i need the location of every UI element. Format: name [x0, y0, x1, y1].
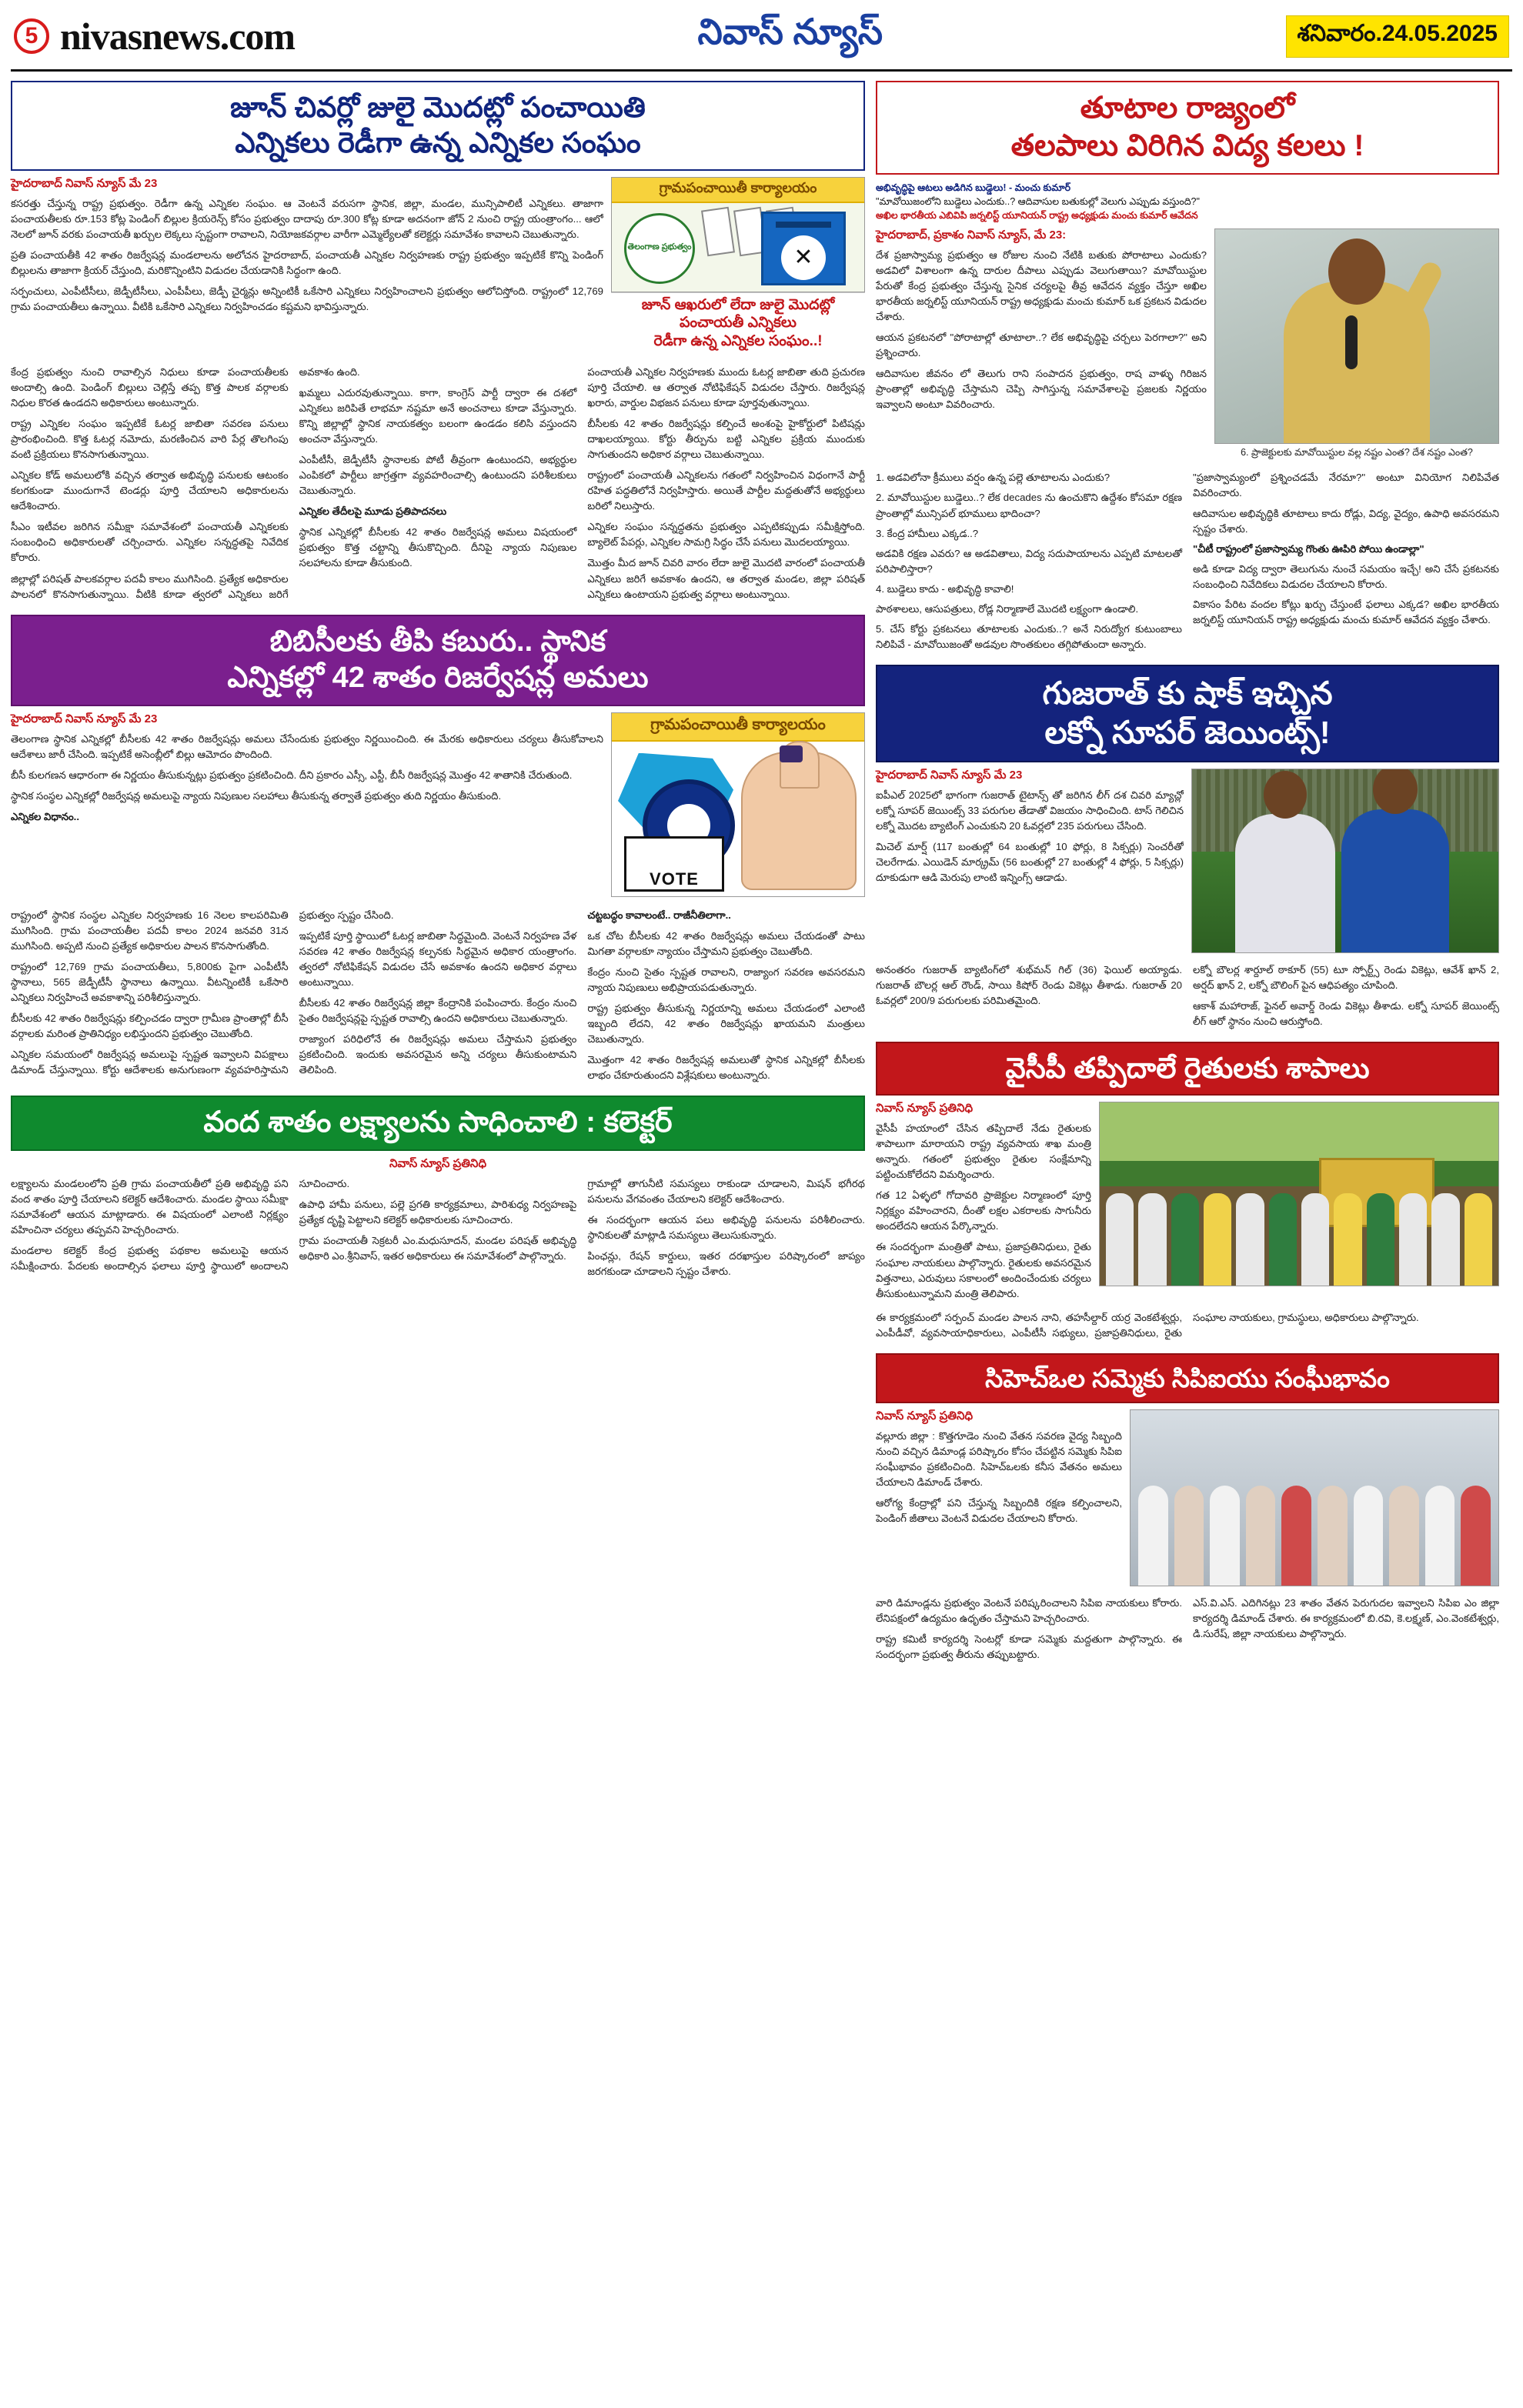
paragraph: జిల్లాల్లో పరిషత్ పాలకవర్గాల పదవీ కాలం ముగిసింది. ప్రత్యేక అధికారుల పాలనలో కొనసాగుతున్నాయి. వీటికి కూడా త్వరలో ఎన్నికలు జరిగే అవకాశం ఉంది.	[11, 365, 360, 600]
page-number-badge: 5	[14, 18, 49, 54]
paper-title: నివాస్ న్యూస్	[697, 12, 883, 52]
paragraph: రాష్ట్రంలో 12,769 గ్రామ పంచాయతీలు, 5,800కు పైగా ఎంపీటీసీ స్థానాలు, 565 జెడ్పీటీసీ స్థానాలు ఉన్నాయి. వీటన్నింటికీ ఒకేసారి ఎన్నికలు నిర్వహించే అవకాశాన్ని పరిశీలిస్తున్నారు.	[11, 960, 289, 1003]
paragraph: ఎస్.వి.ఎస్. ఎదిగినట్లు 23 శాతం వేతన పెరుగుదల ఇవ్వాలని సిపిఐ ఎం జిల్లా కార్యదర్శి డిమాండ్ చేశారు. ఈ కార్యక్రమంలో బి.రవి, కె.లక్ష్మణ్, ఎం.వెంకటేశ్వర్లు, డి.సురేష్, జిల్లా నాయకులు పాల్గొన్నారు.	[1193, 1597, 1499, 1640]
paragraph: రాష్ట్ర కమిటీ కార్యదర్శి సెంటర్లో కూడా సమ్మెకు మద్దతుగా పాల్గొన్నారు. ఈ సందర్భంగా ప్రభుత్వ తీరును తప్పుబట్టారు.	[876, 1633, 1182, 1661]
ink-mark-icon	[780, 745, 803, 762]
paragraph: ఆదివాసుల జీవనం లో తెలుగు రాని సంపాదన ప్రభుత్వం, రాష వాళ్ళు గిరిజన ప్రాంతాల్లో అభివృద్ధి చేస్తామని చెప్పి సాగిస్తున్న సమావేశాలపై ప్రజలకు నిర్ణయం ఇవ్వాలని అంటూ వివరించారు.	[876, 368, 1207, 411]
ballot-box-vote-label: VOTE	[624, 836, 724, 892]
story-ipl-body-left	[876, 788, 1184, 891]
paragraph: బీసీలకు 42 శాతం రిజర్వేషన్లు కల్పించడం ద్వారా గ్రామీణ ప్రాంతాల్లో బీసీ వర్గాలకు మరింత ప్రాతినిధ్యం లభిస్తుందని ప్రభుత్వం చెబుతోంది.	[11, 1012, 289, 1040]
paragraph: లక్నో బౌలర్ల శార్దూల్ ఠాకూర్ (55) టూ స్పోర్ట్స్ రెండు వికెట్లు, ఆవేశ్ ఖాన్ 2, అర్షద్ ఖాన్ 2, లక్నో బౌలింగ్ పైన ఆధిపత్యం చూపింది.	[1193, 963, 1499, 991]
paragraph: స్థానిక సంస్థల ఎన్నికల్లో రిజర్వేషన్ల అమలుపై న్యాయ నిపుణుల సలహాలు తీసుకున్న తర్వాతే ప్రభుత్వం తుది నిర్ణయం తీసుకుంది.	[11, 789, 502, 802]
masthead-left	[14, 14, 295, 58]
photo-farmers-field	[1099, 1102, 1499, 1286]
headline-line-1: తూటాల రాజ్యంలో	[1080, 92, 1295, 125]
headline-line-2: లక్నో సూపర్ జెయింట్స్!	[1044, 715, 1331, 751]
subheading: "చీటీ రాష్ట్రంలో ప్రజాస్వామ్య గొంతు ఊపిరి పోయి ఉండాల్లా"	[1193, 542, 1424, 555]
paragraph: ఒక చోట బీసీలకు 42 శాతం రిజర్వేషన్లు అమలు చేయడంతో పాటు మిగతా వర్గాలకూ న్యాయం చేస్తామని ప్రభుత్వం చెబుతోంది.	[587, 929, 865, 957]
state-emblem-icon: తెలంగాణ ప్రభుత్వం	[624, 213, 695, 284]
paragraph: ఇప్పటికే పూర్తి స్థాయిలో ఓటర్ల జాబితా సిద్ధమైంది. వెంటనే నిర్వహణ వేళ సవరణ 42 శాతం రిజర్వేషన్ల కల్పనకు సిద్ధమైన అధికార యంత్రాంగం. త్వరలో నోటిఫికేషన్ విడుదల చేసే అవకాశం ఉందని అధికార వర్గాలు అంటున్నాయి.	[299, 929, 577, 988]
illustration-vote	[611, 712, 865, 897]
subheading: ఎన్నికల విధానం..	[11, 810, 79, 822]
photo-caption: 6. ప్రాజెక్టులకు మావోయిస్టుల వల్ల నష్టం ఎంత? దేశ నష్టం ఎంత?	[1241, 446, 1473, 458]
figure-cricketers	[1191, 769, 1499, 953]
paragraph: ఈ కార్యక్రమంలో సర్పంచ్ మండల పాలన నాని, తహసీల్దార్ యర్ర వెంకటేశ్వర్లు, ఎంపీడీవో, వ్యవసాయాధికారులు, ఎంపీటీసీ సభ్యులు, ప్రజాప్రతినిధులు, రైతు సంఘాల నాయకులు, గ్రామస్థులు, అధికారులు పాల్గొన్నారు.	[876, 1311, 1419, 1339]
list-item: అడవికి రక్షణ ఎవరు? ఆ అడవితాలు, విద్య సదుపాయాలను ఎప్పటి మాటలతో పరిపాలిస్తారా?	[876, 547, 1182, 575]
paragraph: ఎన్నికల సంఘం సన్నద్ధతను ప్రభుత్వం ఎప్పటికప్పుడు సమీక్షిస్తోంది. బ్యాలెట్ పేపర్లు, ఎన్నికల సామగ్రి సిద్ధం చేసే పనులు మొదలయ్యాయి.	[587, 521, 865, 549]
ballot-box-icon	[761, 212, 846, 285]
story-ysrcp-body-main	[876, 1310, 1499, 1341]
crowd-of-people	[1100, 1193, 1498, 1286]
site-name: nivasnews.com	[60, 15, 296, 58]
story-tribal-body-main	[876, 470, 1499, 652]
paragraph: ఉపాధి హామీ పనులు, పల్లె ప్రగతి కార్యక్రమాలు, పారిశుధ్య నిర్వహణపై ప్రత్యేక దృష్టి పెట్టాలని కలెక్టర్ అధికారులకు సూచించారు.	[299, 1198, 577, 1226]
subheading: చట్టబద్ధం కావాలంటే.. రాజీనీతిలాగా..	[587, 909, 731, 921]
figure-farmers-meeting	[1099, 1102, 1499, 1286]
figure-caption-red	[611, 292, 865, 354]
paragraph: రాష్ట్రంలో స్థానిక సంస్థల ఎన్నికల నిర్వహణకు 16 నెలల కాలపరిమితి ముగిసింది. గ్రామ పంచాయతీల పదవీ కాలం 2024 జనవరి 31న ముగిసింది. అప్పటి నుంచి ప్రత్యేక అధికారుల పాలన కొనసాగుతోంది.	[11, 909, 289, 952]
figure-caption-line-2: రెడీగా ఉన్న ఎన్నికల సంఘం..!	[653, 333, 823, 349]
paragraph: ఆకాశ్ మహారాజ్, ఫైనల్ అవార్డ్ రెండు వికెట్లు తీశాడు. లక్నో సూపర్ జెయింట్స్ లీగ్ ఆరో స్థానం నుంచి ఆరుస్తోంది.	[1193, 999, 1499, 1027]
dateline-tribal: హైదరాబాద్, ప్రకాశం నివాస్ న్యూస్, మే 23:	[876, 228, 1067, 242]
paragraph: అనంతరం గుజరాత్ బ్యాటింగ్‌లో శుభ్‌మన్ గిల్ (36) ఫెయిల్ అయ్యాడు. గుజరాత్ బౌలర్ల ఆల్ రౌండ్, సాయి కిషోర్ రెండు వికెట్లు తీశాడు. గుజరాత్ 20 ఓవర్లలో 200/9 పరుగులకు పరిమితమైంది.	[876, 963, 1182, 1006]
paragraph: కేంద్ర ప్రభుత్వం నుంచి రావాల్సిన నిధులు కూడా పంచాయతీలకు అందాల్సి ఉంది. పెండింగ్ బిల్లులు చెల్లిస్తే తప్ప కొత్త పాలక వర్గాలకు నిధుల కొరత ఉండదని అధికారులు అంటున్నారు.	[11, 365, 289, 409]
ballot-mark-icon: ✕	[781, 235, 826, 280]
story-bc-body-top	[11, 732, 603, 830]
photo-speaker-with-mic	[1214, 228, 1499, 444]
story-bc-reservation	[11, 615, 865, 1084]
story-ysrcp-body-left	[876, 1121, 1091, 1307]
story-cpi-body-main	[876, 1596, 1499, 1663]
right-column	[876, 81, 1499, 1675]
paragraph: బీసీలకు 42 శాతం రిజర్వేషన్లు కల్పించే అంశంపై హైకోర్టులో పిటిషన్లు దాఖలయ్యాయి. కోర్టు తీర్పును బట్టి ఎన్నికల ప్రక్రియ ముందుకు సాగుతుందని అధికార వర్గాలు చెబుతున్నాయి.	[587, 417, 865, 461]
paragraph: బీసీలకు 42 శాతం రిజర్వేషన్ల జిల్లా కేంద్రానికి పంపించారు. కేంద్రం నుంచి సైతం రిజర్వేషన్లపై స్పష్టత రావాల్సి ఉందని అధికారులు చెబుతున్నారు.	[299, 996, 577, 1024]
headline-line-2: ఎన్నికలు రెడీగా ఉన్న ఎన్నికల సంఘం	[235, 127, 641, 159]
paragraph: ఎంపీటీసీ, జెడ్పీటీసీ స్థానాలకు పోటీ తీవ్రంగా ఉంటుందని, అభ్యర్థుల ఎంపికలో పార్టీలు జాగ్రత్తగా వ్యవహరించాల్సి ఉంటుందని పరిశీలకులు చెబుతున్నారు.	[299, 454, 577, 497]
publication-date: శనివారం.24.05.2025	[1286, 15, 1509, 58]
paragraph: ఈ సందర్భంగా ఆయన పలు అభివృద్ధి పనులను పరిశీలించారు. స్థానికులతో మాట్లాడి సమస్యలు తెలుసుకున్నారు.	[587, 1213, 865, 1241]
headline-tribal-education	[876, 81, 1499, 175]
paragraph: గత 12 ఏళ్ళలో గోదావరి ప్రాజెక్టుల నిర్మాణంలో పూర్తి నిర్లక్ష్యం వహించారని, దీంతో లక్షల ఎకరాలకు సాగునీరు అందలేదని ఆయన పేర్కొన్నారు.	[876, 1189, 1091, 1232]
paragraph: ఆరోగ్య కేంద్రాల్లో పని చేస్తున్న సిబ్బందికి రక్షణ కల్పించాలని, పెండింగ్ జీతాలు వెంటనే విడుదల చేయాలని కోరారు.	[876, 1497, 1122, 1525]
paragraph: మండలాల కలెక్టర్ కేంద్ర ప్రభుత్వ పథకాల అమలుపై ఆయన సమీక్షించారు. పేదలకు అందాల్సిన ఫలాలు పూర్తి స్థాయిలో అందాలని సూచించారు.	[11, 1177, 350, 1272]
story-collector-targets	[11, 1096, 865, 1279]
quote-line-2: "మావోయిజంలోని బుడ్డెలు ఎందుకు..? ఆదివాసుల బతుకుల్లో వెలుగు ఎప్పుడు వస్తుంది?"	[876, 195, 1200, 207]
dateline-bc: హైదరాబాద్ నివాస్ న్యూస్ మే 23	[11, 712, 158, 725]
inked-finger-icon	[741, 752, 857, 890]
dateline-ysrcp: నివాస్ న్యూస్ ప్రతినిధి	[876, 1102, 974, 1115]
paragraph: మిచెల్ మార్ష్ (117 బంతుల్లో 64 బంతుల్లో 10 ఫోర్లు, 8 సిక్సర్లు) సెంచరీతో చెలరేగాడు. ఎయిడెన్ మార్క్రమ్ (56 బంతుల్లో 27 బంతుల్లో 4 ఫోర్లు, 5 సిక్సర్లు) దూకుడుగా ఆడి మెరుపు లాంటి ఇన్నింగ్స్ ఆడాడు.	[876, 840, 1184, 883]
headline-line-2: తలపాలు విరిగిన విద్య కలలు !	[1010, 128, 1364, 162]
paragraph: ఐపీఎల్ 2025లో భాగంగా గుజరాత్ టైటాన్స్ తో జరిగిన లీగ్ దశ చివరి మ్యాచ్లో లక్నో సూపర్ జెయింట్స్ 33 పరుగుల తేడాతో విజయం సాధించింది. టాస్ గెలిచిన లక్నో మొదట బ్యాటింగ్ ఎంచుకుని 20 ఓవర్లలో 235 పరుగులు చేసింది.	[876, 789, 1184, 832]
paragraph: కసరత్తు చేస్తున్న రాష్ట్ర ప్రభుత్వం. రెడీగా ఉన్న ఎన్నికల సంఘం. ఆ వెంటనే వరుసగా స్థానిక, జిల్లా, మండల, మున్సిపాలిటీ ఎన్నికలు. తాజాగా పంచాయతీలకు రూ.153 కోట్ల పెండింగ్ బిల్లుల క్రియరెన్స్ కోసం ప్రభుత్వం దాదాపు రూ.300 కోట్ల కూడా అదనంగా జోన్ 2 నుంచి రాష్ట్ర యంత్రాంగం... ఆలో నెలలో జూన్ వరకు పంచాయతీ ఖర్చుల లెక్కలు స్పష్టంగా రావాలని, నియోజకవర్గాల వారీగా ఎమ్మెల్యేలతో కలెక్టర్లు సమావేశం కావాలని చెబుతున్నారు.	[11, 197, 603, 240]
story-ysrcp-farmers	[876, 1042, 1499, 1341]
headline-cpi: సిహెచ్‌ఒల సమ్మెకు సిపిఐయు సంఘీభావం	[876, 1353, 1499, 1403]
list-item: 4. బుడ్డెలు కాదు - అభివృద్ధి కావాలి!	[876, 582, 1014, 595]
list-item: 5. చేస్ కోర్టు ప్రకటనలు తూటాలకు ఎందుకు..? అనే నిరుద్యోగ కుటుంబాలు నిలిపివే - మావోయిజంతో అడవుల సొంతకులం తగ్గిపోతుందా అన్నారు.	[876, 622, 1182, 650]
paragraph: లక్ష్యాలను మండలంలోని ప్రతి గ్రామ పంచాయతీలో ప్రతి అభివృద్ధి పని వంద శాతం పూర్తి చేయాలని కలెక్టర్ ఆదేశించారు. మండల స్థాయి సమీక్షా సమావేశంలో ఆయన మాట్లాడారు. ఈ విషయంలో ఎలాంటి నిర్లక్ష్యం వహించినా చర్యలు తప్పవని హెచ్చరించారు.	[11, 1177, 289, 1236]
paragraph: గ్రామాల్లో తాగునీటి సమస్యలు రాకుండా చూడాలని, మిషన్ భగీరథ పనులను వేగవంతం చేయాలని కలెక్టర్ ఆదేశించారు.	[587, 1177, 865, 1205]
headline-line-1: గుజరాత్ కు షాక్ ఇచ్చిన	[1042, 675, 1333, 711]
story-ipl-body-main	[876, 962, 1499, 1029]
story-cpi-body-left	[876, 1429, 1122, 1532]
figure-cpi-meeting	[1130, 1409, 1499, 1586]
paragraph: ఖమ్మలు ఎదురవుతున్నాయి. కాగా, కాంగ్రెస్ పార్టీ ద్వారా ఈ దశలో ఎన్నికలు జరిపితే లాభమా నష్టమా అనే అంచనాలు కూడా వేస్తున్నారు. కొన్ని జిల్లాల్లో స్థానిక నాయకత్వం బలంగా ఉండడం కలిసి వస్తుందని అంచనా వేస్తున్నారు.	[299, 386, 577, 445]
figure-vote-illustration	[611, 712, 865, 897]
dateline-cpi: నివాస్ న్యూస్ ప్రతినిధి	[876, 1409, 974, 1423]
dateline-ipl: హైదరాబాద్ నివాస్ న్యూస్ మే 23	[876, 768, 1023, 782]
microphone-icon	[1345, 315, 1358, 369]
paragraph: వైసీపీ హయాంలో చేసిన తప్పిదాలే నేడు రైతులకు శాపాలుగా మారాయని రాష్ట్ర వ్యవసాయ శాఖ మంత్రి అన్నారు. గతంలో ప్రభుత్వం రైతుల సంక్షేమాన్ని పట్టించుకోలేదని విమర్శించారు.	[876, 1122, 1091, 1181]
figure-panchayat-office	[611, 177, 865, 354]
paragraph: రాష్ట్రంలో పంచాయతీ ఎన్నికలను గతంలో నిర్వహించిన విధంగానే పార్టీ రహిత పద్ధతిలోనే నిర్వహిస్తారు. అయితే పార్టీల మద్దతుతోనే అభ్యర్థులు బరిలో నిలుస్తారు.	[587, 469, 865, 512]
page-columns	[11, 81, 1512, 1675]
headline-line-1: బిబిసీలకు తీపి కబురు.. స్థానిక	[269, 625, 606, 658]
paragraph: పంచాయతీ ఎన్నికల నిర్వహణకు ముందు ఓటర్ల జాబితా తుది ప్రచురణ పూర్తి చేయాలి. ఆ తర్వాత నోటిఫికేషన్ విడుదల చేస్తారు. రిజర్వేషన్ల ఖరారు, వార్డుల విభజన పనులు కూడా పూర్తవుతున్నాయి.	[587, 365, 865, 409]
paragraph: రాష్ట్ర ఎన్నికల సంఘం ఇప్పటికే ఓటర్ల జాబితా సవరణ పనులు ప్రారంభించింది. కొత్త ఓటర్ల నమోదు, మరణించిన వారి పేర్ల తొలగింపు వంటి ప్రక్రియలు కొనసాగుతున్నాయి.	[11, 417, 289, 461]
paragraph: వల్లూరు జిల్లా : కొత్తగూడెం నుంచి వేతన సవరణ వైద్య సిబ్బంది నుంచి వచ్చిన డిమాండ్ల పరిష్కారం కోసం చేపట్టిన సమ్మెకు సిపిఐ సంఘీభావం ప్రకటించింది. సిహెచ్‌ఒలకు కనీస వేతనం అమలు చేయాలని డిమాండ్ చేశారు.	[876, 1430, 1122, 1489]
paragraph: అడి కూడా విద్య ద్వారా తెలుగును నుంచే సమయం ఇచ్చే! అని చేసే ప్రకటనకు సంబంధించి నివేదికలు విడుదల చేయాలని కోరారు.	[1193, 562, 1499, 590]
list-item: పాఠశాలలు, ఆసుపత్రులు, రోడ్ల నిర్మాణాలే మొదటి లక్ష్యంగా ఉండాలి.	[876, 602, 1139, 615]
paragraph: దేశ ప్రజాస్వామ్య ప్రభుత్వం ఆ రోజుల నుంచి నేటికి బతుకు పోరాటాలు ఎందుకు? అడవిలో విశాలంగా ఉన్న దారుల దీపాలు ఎప్పుడు వెలుగుతాయి? మావోయిస్టుల పేరుతో కేంద్ర ప్రభుత్వం చేస్తున్న సైనిక చర్యలపై తీవ్ర ఆవేదన వ్యక్తం చేస్తూ అఖిల భారతీయ జర్నలిస్ట్ యూనియన్ రాష్ట్ర అధ్యక్షుడు మంచు కుమార్ ఒక ప్రకటన విడుదల చేశారు.	[876, 248, 1207, 323]
figure-caption-line-1: జూన్ ఆఖరులో లేదా జులై మొదట్లో పంచాయతీ ఎన్నికలు	[641, 296, 835, 332]
left-column	[11, 81, 865, 1675]
quote-line-3: అఖిల భారతీయ ఎబివిపి జర్నలిస్ట్ యూనియన్ రాష్ట్ర అధ్యక్షుడు మంచు కుమార్ ఆవేదన	[876, 209, 1198, 221]
story-collector-body	[11, 1176, 865, 1279]
player-left-head	[1264, 771, 1307, 819]
story-ipl-lsg-gujarat	[876, 665, 1499, 1029]
illustration-banner-label: గ్రామపంచాయితీ కార్యాలయం	[612, 178, 864, 203]
story-tribal-education	[876, 81, 1499, 652]
paragraph: ఆదివాసుల అభివృద్ధికి తూటాలు కాదు రోడ్లు, విద్య, వైద్యం, ఉపాధి అవసరమని స్పష్టం చేశారు.	[1193, 507, 1499, 535]
photo-two-cricketers	[1191, 769, 1499, 953]
paragraph: పింఛన్లు, రేషన్ కార్డులు, ఇతర దరఖాస్తుల పరిష్కారంలో జాప్యం జరగకుండా చూడాలని స్పష్టం చేశారు.	[587, 1250, 865, 1278]
quote-line-1: అభివృద్ధిపై ఆటలు అడిగిన బుడ్డెలు! - మంచు కుమార్	[876, 182, 1070, 193]
paragraph: మొత్తంగా 42 శాతం రిజర్వేషన్ల అమలుతో స్థానిక ఎన్నికల్లో బీసీలకు లాభం చేకూరుతుందని విశ్లేషకులు అంటున్నారు.	[587, 1054, 865, 1082]
figure-speaker	[1214, 228, 1499, 460]
headline-panchayat	[11, 81, 865, 171]
illustration-panchayat-office	[611, 177, 865, 292]
paragraph: ప్రతి పంచాయతీకి 42 శాతం రిజర్వేషన్ల మండలాలను అలోచన హైదరాబాద్, పంచాయతీ ఎన్నికల నిర్వహణకు రాష్ట్ర ప్రభుత్వం ఇప్పటికే కొన్ని పెండింగ్ బిల్లులను తాజాగా క్రియర్ చేస్తుంది, మరికొన్నింటిని విడుదల చేయడానికి సిద్ధంగా ఉంది.	[11, 248, 603, 276]
story-panchayat-body-main	[11, 365, 865, 602]
headline-collector: వంద శాతం లక్ష్యాలను సాధించాలి : కలెక్టర్	[11, 1096, 865, 1151]
list-item: 1. అడవిలోనా క్రీములు వర్షం ఉన్న పల్లె తూటాలను ఎందుకు?	[876, 472, 1111, 484]
masthead	[11, 8, 1512, 72]
headline-line-2: ఎన్నికల్లో 42 శాతం రిజర్వేషన్ల అమలు	[227, 662, 649, 695]
story-tribal-body-left	[876, 248, 1207, 419]
story-panchayat-body-top	[11, 196, 603, 320]
paragraph: రాష్ట్ర ప్రభుత్వం తీసుకున్న నిర్ణయాన్ని అమలు చేయడంలో ఎలాంటి ఇబ్బంది లేదని, 42 శాతం రిజర్వేషన్లు ఖాయమని మంత్రులు చెబుతున్నారు.	[587, 1002, 865, 1046]
paragraph: ఈ సందర్భంగా మంత్రితో పాటు, ప్రజాప్రతినిధులు, రైతు సంఘాల నాయకులు పాల్గొన్నారు. రైతులకు అవసరమైన విత్తనాలు, ఎరువులు సకాలంలో అందించేందుకు చర్యలు తీసుకుంటున్నామని మంత్రి తెలిపారు.	[876, 1241, 1091, 1299]
seated-participants	[1131, 1486, 1498, 1586]
paragraph: బీసీ కులగణన ఆధారంగా ఈ నిర్ణయం తీసుకున్నట్లు ప్రభుత్వం ప్రకటించింది. దీని ప్రకారం ఎస్సీ, ఎస్టీ, బీసీ రిజర్వేషన్ల మొత్తం 42 శాతానికి చేరుతుంది.	[11, 769, 573, 781]
player-left	[1235, 814, 1335, 952]
paragraph: వారి డిమాండ్లను ప్రభుత్వం వెంటనే పరిష్కరించాలని సిపిఐ నాయకులు కోరారు. లేనిపక్షంలో ఉద్యమం ఉధృతం చేస్తామని హెచ్చరించారు.	[876, 1597, 1182, 1625]
paragraph: స్థానిక ఎన్నికల్లో బీసీలకు 42 శాతం రిజర్వేషన్ల అమలు విషయంలో ప్రభుత్వం కొత్త చట్టాన్ని తీసుకొచ్చింది. దీనిపై న్యాయ నిపుణుల సలహాలను కూడా తీసుకుంది.	[299, 526, 577, 569]
paragraph: కేంద్రం నుంచి సైతం స్పష్టత రావాలని, రాజ్యాంగ సవరణ అవసరమని న్యాయ నిపుణులు అభిప్రాయపడుతున్నారు.	[587, 966, 865, 993]
story-panchayat-elections	[11, 81, 865, 602]
dateline-collector: నివాస్ న్యూస్ ప్రతినిధి	[389, 1156, 487, 1170]
story-cpi-solidarity	[876, 1353, 1499, 1663]
speaker-head	[1328, 238, 1385, 305]
paragraph: ఆయన ప్రకటనలో "పోరాటాల్లో తూటాలా..? లేక అభివృద్ధిపై చర్చలు పెరగాలా?" అని ప్రశ్నించారు.	[876, 332, 1207, 359]
list-item: 2. మావోయిస్టుల బుడ్డెలు..? లేక decades ను ఉంచుకొని ఉద్దేశం కోసమా రక్షణ ప్రాంతాల్లో మున్సిపల్ భూములు భాదించా?	[876, 492, 1182, 519]
photo-sky	[1100, 1102, 1498, 1161]
paragraph: సర్పంచులు, ఎంపీటీసీలు, జెడ్పీటీసీలు, ఎంపీపీలు, జెడ్పీ చైర్మన్లు అన్నింటికీ ఒకేసారి ఎన్నికలు నిర్వహించాలని ప్రభుత్వం ఆలోచిస్తోంది. రాష్ట్రంలో 12,769 గ్రామ పంచాయతీలు ఉన్నాయి. వీటికి ఒకేసారి ఎన్నికలు నిర్వహించడం కష్టమని భావిస్తున్నారు.	[11, 285, 603, 312]
paragraph: రాజ్యాంగ పరిధిలోనే ఈ రిజర్వేషన్లు అమలు చేస్తామని ప్రభుత్వం ప్రకటించింది. ఇందుకు అవసరమైన అన్ని చర్యలు తీసుకుంటామని తెలిపింది.	[299, 1033, 577, 1076]
headline-ysrcp: వైసీపీ తప్పిదాలే రైతులకు శాపాలు	[876, 1042, 1499, 1096]
paragraph: వికాసం పేరిట వందల కోట్లు ఖర్చు చేస్తుంటే ఫలాలు ఎక్కడ? అఖిల భారతీయ జర్నలిస్ట్ యూనియన్ రాష్ట్ర అధ్యక్షుడు మంచు కుమార్ ఆవేదన వ్యక్తం చేశారు.	[1193, 598, 1499, 625]
paragraph: గ్రామ పంచాయతీ సెక్రటరీ ఎం.మధుసూదన్, మండల పరిషత్ అభివృద్ధి అధికారి ఎం.శ్రీనివాస్, ఇతర అధికారులు ఈ సమావేశంలో పాల్గొన్నారు.	[299, 1234, 577, 1262]
paragraph: ఎన్నికల కోడ్ అమలులోకి వచ్చిన తర్వాత అభివృద్ధి పనులకు ఆటంకం కలగకుండా ముందుగానే టెండర్లు పూర్తి చేయాలని అధికారులను ఆదేశించారు.	[11, 469, 289, 512]
headline-bc-reservation	[11, 615, 865, 706]
list-item: 3. కేంద్ర హామీలు ఎక్కడ..?	[876, 527, 979, 539]
subheading: ఎన్నికల తేదీలపై మూడు ప్రతిపాదనలు	[299, 505, 447, 518]
paragraph: సీఎం ఇటీవల జరిగిన సమీక్షా సమావేశంలో పంచాయతీ ఎన్నికలకు సంబంధించి అధికారులతో చర్చించారు. ఎన్నికల సన్నద్ధతపై నివేదిక కోరారు.	[11, 521, 289, 564]
headline-ipl	[876, 665, 1499, 762]
paragraph: ఎన్నికల సమయంలో రిజర్వేషన్ల అమలుపై స్పష్టత ఇవ్వాలని విపక్షాలు డిమాండ్ చేస్తున్నాయి. కోర్టు ఆదేశాలకు అనుగుణంగా వ్యవహరిస్తామని ప్రభుత్వం స్పష్టం చేసింది.	[11, 909, 394, 1076]
illustration-banner-label: గ్రామపంచాయితీ కార్యాలయం	[612, 713, 864, 742]
dateline-panchayat: హైదరాబాద్ నివాస్ న్యూస్ మే 23	[11, 176, 158, 190]
paragraph: తెలంగాణ స్థానిక ఎన్నికల్లో బీసీలకు 42 శాతం రిజర్వేషన్లు అమలు చేసేందుకు ప్రభుత్వం నిర్ణయించింది. ఈ మేరకు అధికారులు చర్యలు తీసుకోవాలని ఆదేశాలు జారీ చేసింది. ఇప్పటికే అసెంబ్లీలో బిల్లు ఆమోదం పొందింది.	[11, 732, 603, 760]
story-bc-body-main	[11, 908, 865, 1084]
ballot-box-slot	[776, 222, 832, 228]
headline-line-1: జూన్ చివర్లో జులై మొదట్లో పంచాయితి	[230, 92, 646, 123]
paragraph: మొత్తం మీద జూన్ చివరి వారం లేదా జులై మొదటి వారంలో పంచాయతీ ఎన్నికలు జరిగే అవకాశం ఉందని, ఆ తర్వాత మండల, జిల్లా పరిషత్ ఎన్నికలు ఉంటాయని ప్రభుత్వ వర్గాలు అంటున్నాయి.	[587, 557, 865, 600]
quote-block	[876, 181, 1499, 222]
player-right	[1341, 809, 1449, 952]
photo-protest-meeting	[1130, 1409, 1499, 1586]
paragraph: "ప్రజాస్వామ్యంలో ప్రశ్నించడమే నేరమా?" అంటూ వినియోగ నిలిపివేత వివరించారు.	[1193, 472, 1499, 499]
